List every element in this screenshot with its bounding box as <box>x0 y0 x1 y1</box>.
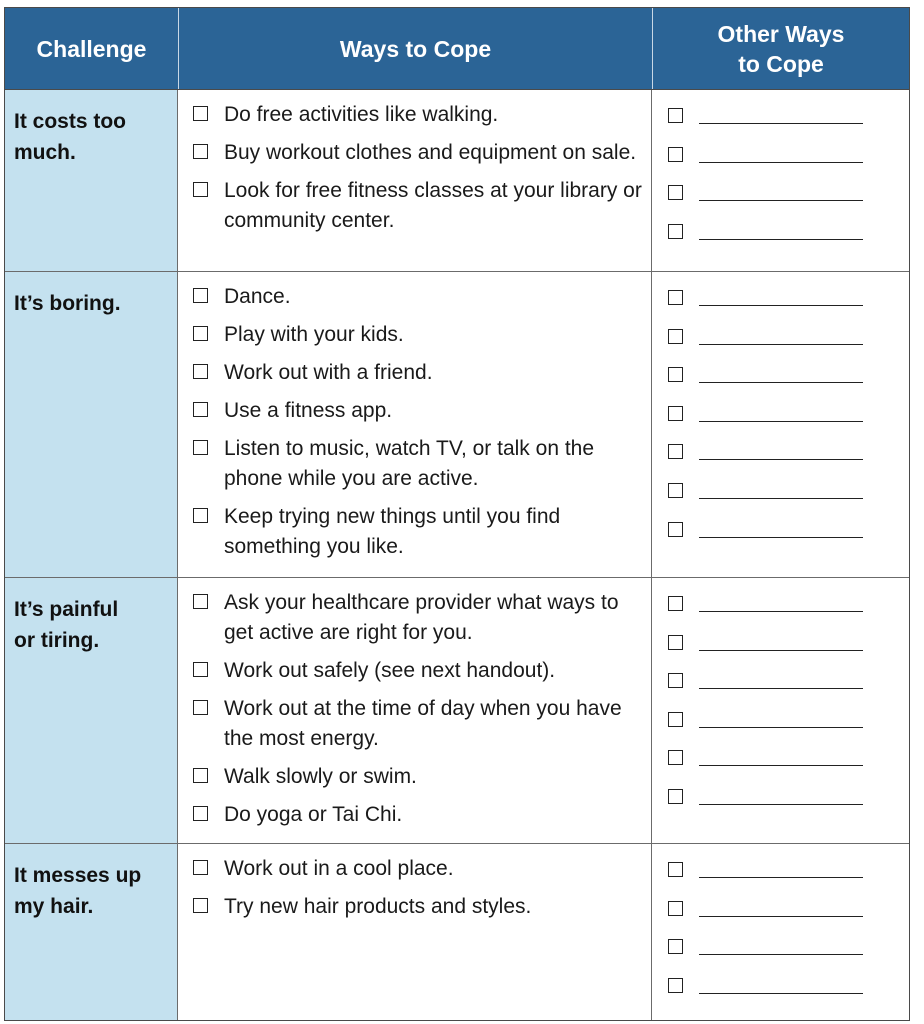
other-way-entry <box>668 359 909 389</box>
ways-cell <box>178 844 652 1020</box>
challenge-text-line2: my hair. <box>14 895 94 918</box>
checkbox[interactable] <box>193 144 208 159</box>
header-ways-to-cope: Ways to Cope <box>178 8 652 89</box>
way-text: Look for free fitness classes at your library or community center. <box>224 179 642 232</box>
way-text: Keep trying new things until you find something you like. <box>224 505 561 558</box>
challenge-text-line1: It costs too <box>14 110 127 133</box>
other-way-entry <box>668 970 909 1000</box>
way-text: Do free activities like walking. <box>224 103 499 126</box>
blank-write-in-line[interactable] <box>699 727 863 728</box>
blank-write-in-line[interactable] <box>699 804 863 805</box>
checkbox[interactable] <box>193 182 208 197</box>
blank-write-in-line[interactable] <box>699 344 863 345</box>
checkbox[interactable] <box>668 712 683 727</box>
checkbox[interactable] <box>668 185 683 200</box>
blank-write-in-line[interactable] <box>699 954 863 955</box>
way-item <box>193 434 645 494</box>
other-way-entry <box>668 665 909 695</box>
checkbox[interactable] <box>193 106 208 121</box>
blank-write-in-line[interactable] <box>699 459 863 460</box>
way-text: Work out at the time of day when you have the most energy. <box>224 697 622 750</box>
other-way-entry <box>668 321 909 351</box>
blank-write-in-line[interactable] <box>699 123 863 124</box>
header-challenge: Challenge <box>36 35 147 62</box>
way-item <box>193 138 645 168</box>
challenge-cell <box>5 272 178 577</box>
challenge-text-line1: It’s boring. <box>14 292 121 315</box>
checkbox[interactable] <box>193 768 208 783</box>
way-text: Try new hair products and styles. <box>224 895 532 918</box>
way-item <box>193 892 645 922</box>
way-item <box>193 176 645 236</box>
other-way-entry <box>668 282 909 312</box>
ways-cell <box>178 90 652 271</box>
blank-write-in-line[interactable] <box>699 650 863 651</box>
way-text: Work out with a friend. <box>224 361 433 384</box>
way-text: Walk slowly or swim. <box>224 765 417 788</box>
table-row <box>5 578 909 844</box>
checkbox[interactable] <box>668 367 683 382</box>
checkbox[interactable] <box>193 860 208 875</box>
way-item <box>193 800 645 830</box>
checkbox[interactable] <box>193 508 208 523</box>
other-way-entry <box>668 627 909 657</box>
challenge-text-line1: It’s painful <box>14 598 119 621</box>
checkbox[interactable] <box>668 635 683 650</box>
other-way-entry <box>668 100 909 130</box>
way-item <box>193 656 645 686</box>
other-ways-cell <box>652 844 909 1020</box>
checkbox[interactable] <box>193 806 208 821</box>
way-text: Do yoga or Tai Chi. <box>224 803 403 826</box>
way-text: Work out in a cool place. <box>224 857 454 880</box>
header-other-ways <box>652 8 909 89</box>
checkbox[interactable] <box>668 406 683 421</box>
way-text: Listen to music, watch TV, or talk on the phone while you are active. <box>224 437 595 490</box>
checkbox[interactable] <box>668 224 683 239</box>
other-way-entry <box>668 931 909 961</box>
other-way-entry <box>668 893 909 923</box>
other-way-entry <box>668 704 909 734</box>
checkbox[interactable] <box>193 594 208 609</box>
challenge-cell <box>5 90 178 271</box>
blank-write-in-line[interactable] <box>699 382 863 383</box>
checkbox[interactable] <box>668 862 683 877</box>
other-way-entry <box>668 475 909 505</box>
blank-write-in-line[interactable] <box>699 688 863 689</box>
way-item <box>193 694 645 754</box>
checkbox[interactable] <box>668 789 683 804</box>
ways-cell <box>178 272 652 577</box>
blank-write-in-line[interactable] <box>699 239 863 240</box>
way-item <box>193 854 645 884</box>
way-item <box>193 588 645 648</box>
blank-write-in-line[interactable] <box>699 162 863 163</box>
checkbox[interactable] <box>668 108 683 123</box>
other-way-entry <box>668 139 909 169</box>
other-ways-cell <box>652 578 909 843</box>
blank-write-in-line[interactable] <box>699 611 863 612</box>
checkbox[interactable] <box>668 596 683 611</box>
checkbox[interactable] <box>668 290 683 305</box>
way-item <box>193 396 645 426</box>
blank-write-in-line[interactable] <box>699 765 863 766</box>
way-text: Play with your kids. <box>224 323 404 346</box>
header-other-ways-line2: to Cope <box>738 50 824 77</box>
other-ways-cell <box>652 90 909 271</box>
checkbox[interactable] <box>193 662 208 677</box>
way-text: Use a fitness app. <box>224 399 393 422</box>
blank-write-in-line[interactable] <box>699 421 863 422</box>
checkbox[interactable] <box>193 898 208 913</box>
checkbox[interactable] <box>668 673 683 688</box>
challenge-text-line2: or tiring. <box>14 629 100 652</box>
way-item <box>193 320 645 350</box>
coping-table <box>4 7 910 1021</box>
way-item <box>193 100 645 130</box>
checkbox[interactable] <box>668 147 683 162</box>
checkbox[interactable] <box>193 326 208 341</box>
blank-write-in-line[interactable] <box>699 305 863 306</box>
checkbox[interactable] <box>668 483 683 498</box>
other-way-entry <box>668 177 909 207</box>
other-way-entry <box>668 588 909 618</box>
blank-write-in-line[interactable] <box>699 537 863 538</box>
blank-write-in-line[interactable] <box>699 498 863 499</box>
checkbox[interactable] <box>668 522 683 537</box>
checkbox[interactable] <box>193 402 208 417</box>
way-item <box>193 502 645 562</box>
blank-write-in-line[interactable] <box>699 916 863 917</box>
challenge-text-line1: It messes up <box>14 864 142 887</box>
checkbox[interactable] <box>193 364 208 379</box>
other-way-entry <box>668 514 909 544</box>
other-way-entry <box>668 742 909 772</box>
challenge-cell <box>5 578 178 843</box>
checkbox[interactable] <box>193 440 208 455</box>
checkbox[interactable] <box>668 329 683 344</box>
way-item <box>193 358 645 388</box>
checkbox[interactable] <box>668 750 683 765</box>
header-other-ways-line1: Other Ways <box>717 20 845 47</box>
way-item <box>193 282 645 312</box>
way-text: Ask your healthcare provider what ways to get active are right for you. <box>224 591 619 644</box>
other-way-entry <box>668 398 909 428</box>
table-header <box>5 8 909 90</box>
table-row <box>5 272 909 578</box>
checkbox[interactable] <box>668 444 683 459</box>
way-text: Work out safely (see next handout). <box>224 659 556 682</box>
checkbox[interactable] <box>193 288 208 303</box>
way-item <box>193 762 645 792</box>
way-text: Dance. <box>224 285 291 308</box>
checkbox[interactable] <box>668 901 683 916</box>
blank-write-in-line[interactable] <box>699 877 863 878</box>
other-way-entry <box>668 216 909 246</box>
checkbox[interactable] <box>193 700 208 715</box>
table-row <box>5 844 909 1020</box>
other-ways-cell <box>652 272 909 577</box>
challenge-cell <box>5 844 178 1020</box>
other-way-entry <box>668 854 909 884</box>
other-way-entry <box>668 781 909 811</box>
blank-write-in-line[interactable] <box>699 993 863 994</box>
way-text: Buy workout clothes and equipment on sale. <box>224 141 637 164</box>
other-way-entry <box>668 436 909 466</box>
table-row <box>5 90 909 272</box>
checkbox[interactable] <box>668 939 683 954</box>
checkbox[interactable] <box>668 978 683 993</box>
challenge-text-line2: much. <box>14 141 76 164</box>
blank-write-in-line[interactable] <box>699 200 863 201</box>
ways-cell <box>178 578 652 843</box>
